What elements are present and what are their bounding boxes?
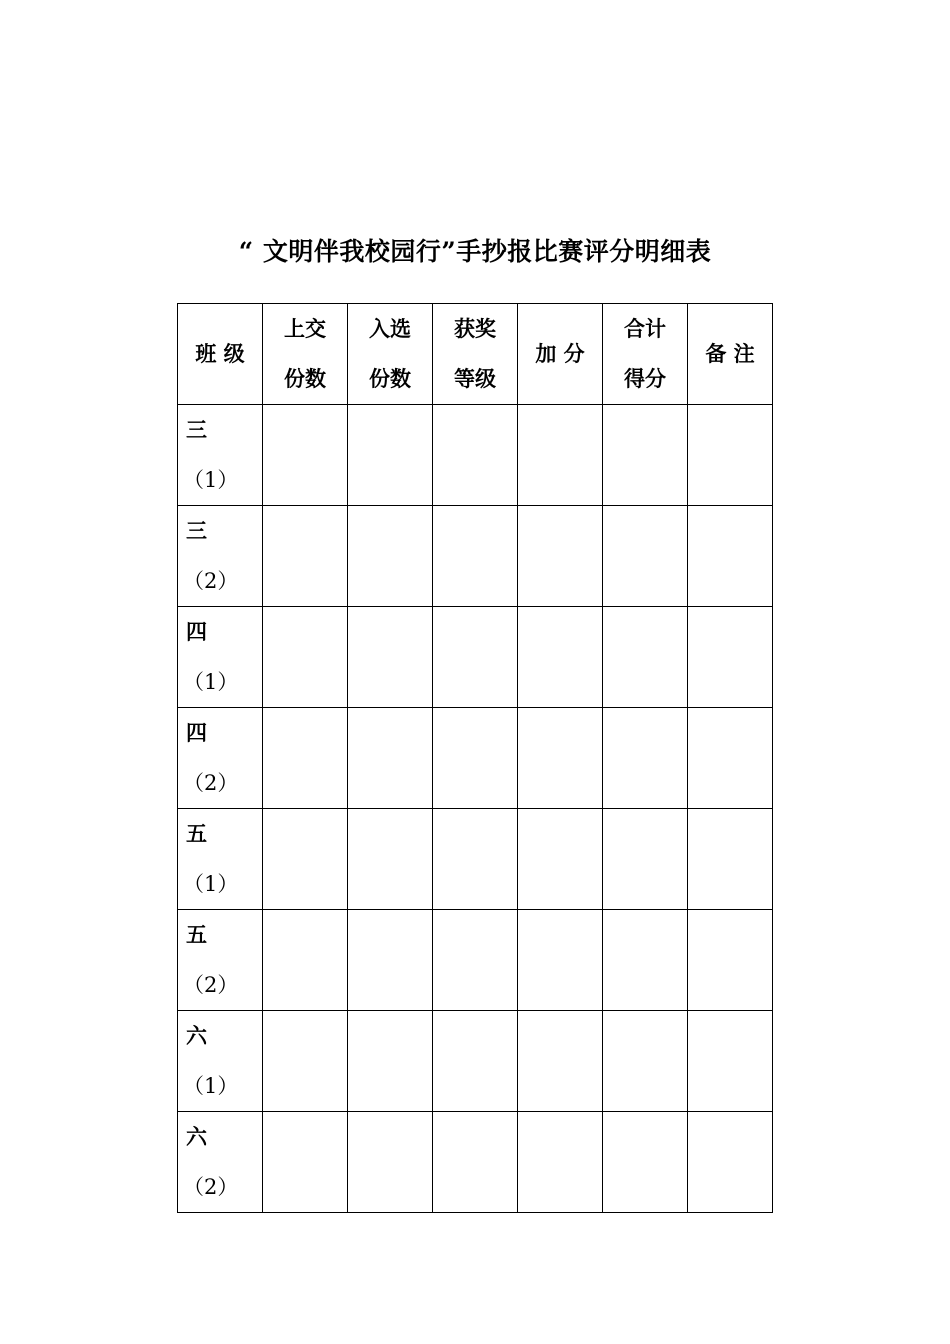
header-award-level [433, 304, 518, 405]
bonus-cell[interactable] [518, 708, 603, 809]
total-cell[interactable] [603, 506, 688, 607]
scoring-table [177, 303, 773, 1213]
header-selected-line2: 份数 [369, 366, 411, 391]
bonus-cell[interactable] [518, 910, 603, 1011]
submitted-cell[interactable] [263, 1112, 348, 1213]
submitted-cell[interactable] [263, 405, 348, 506]
remarks-cell[interactable] [688, 1011, 773, 1112]
award-cell[interactable] [433, 910, 518, 1011]
class-number: （2） [183, 1175, 239, 1199]
header-bonus [518, 304, 603, 405]
class-number: （1） [183, 468, 239, 492]
header-row [178, 304, 773, 405]
class-grade: 三 [186, 518, 207, 543]
header-award-line2: 等级 [454, 366, 496, 391]
bonus-cell[interactable] [518, 1011, 603, 1112]
table-row [178, 1011, 773, 1112]
table-row [178, 809, 773, 910]
total-cell[interactable] [603, 809, 688, 910]
class-grade: 四 [186, 619, 207, 644]
table-row [178, 506, 773, 607]
total-cell[interactable] [603, 405, 688, 506]
class-cell [178, 1112, 263, 1213]
class-grade: 五 [186, 922, 207, 947]
class-cell [178, 809, 263, 910]
submitted-cell[interactable] [263, 910, 348, 1011]
award-cell[interactable] [433, 506, 518, 607]
bonus-cell[interactable] [518, 1112, 603, 1213]
class-cell [178, 607, 263, 708]
header-class [178, 304, 263, 405]
table-row [178, 910, 773, 1011]
header-remarks-label: 备 注 [705, 341, 755, 366]
class-number: （1） [183, 1074, 239, 1098]
total-cell[interactable] [603, 910, 688, 1011]
bonus-cell[interactable] [518, 607, 603, 708]
header-remarks [688, 304, 773, 405]
bonus-cell[interactable] [518, 405, 603, 506]
header-bonus-label: 加 分 [535, 341, 585, 366]
total-cell[interactable] [603, 1112, 688, 1213]
class-grade: 三 [186, 417, 207, 442]
award-cell[interactable] [433, 1112, 518, 1213]
table-row [178, 607, 773, 708]
submitted-cell[interactable] [263, 1011, 348, 1112]
class-number: （2） [183, 569, 239, 593]
remarks-cell[interactable] [688, 506, 773, 607]
class-cell [178, 910, 263, 1011]
header-award-line1: 获奖 [454, 316, 496, 341]
award-cell[interactable] [433, 809, 518, 910]
award-cell[interactable] [433, 405, 518, 506]
bonus-cell[interactable] [518, 506, 603, 607]
submitted-cell[interactable] [263, 607, 348, 708]
remarks-cell[interactable] [688, 809, 773, 910]
table-row [178, 405, 773, 506]
class-cell [178, 506, 263, 607]
selected-cell[interactable] [348, 1112, 433, 1213]
award-cell[interactable] [433, 607, 518, 708]
selected-cell[interactable] [348, 1011, 433, 1112]
class-grade: 四 [186, 720, 207, 745]
award-cell[interactable] [433, 1011, 518, 1112]
class-grade: 六 [186, 1124, 207, 1149]
table-row [178, 1112, 773, 1213]
remarks-cell[interactable] [688, 910, 773, 1011]
table-row [178, 708, 773, 809]
class-number: （1） [183, 872, 239, 896]
remarks-cell[interactable] [688, 405, 773, 506]
header-total-line2: 得分 [624, 366, 666, 391]
submitted-cell[interactable] [263, 506, 348, 607]
header-submitted-count [263, 304, 348, 405]
selected-cell[interactable] [348, 809, 433, 910]
selected-cell[interactable] [348, 405, 433, 506]
award-cell[interactable] [433, 708, 518, 809]
remarks-cell[interactable] [688, 607, 773, 708]
header-class-label: 班 级 [195, 341, 245, 366]
bonus-cell[interactable] [518, 809, 603, 910]
class-number: （1） [183, 670, 239, 694]
header-selected-line1: 入选 [369, 316, 411, 341]
class-number: （2） [183, 973, 239, 997]
submitted-cell[interactable] [263, 809, 348, 910]
total-cell[interactable] [603, 1011, 688, 1112]
header-submitted-line2: 份数 [284, 366, 326, 391]
class-grade: 六 [186, 1023, 207, 1048]
remarks-cell[interactable] [688, 1112, 773, 1213]
document-title: “ 文明伴我校园行”手抄报比赛评分明细表 [238, 237, 712, 266]
class-number: （2） [183, 771, 239, 795]
selected-cell[interactable] [348, 708, 433, 809]
header-total-score [603, 304, 688, 405]
submitted-cell[interactable] [263, 708, 348, 809]
header-selected-count [348, 304, 433, 405]
selected-cell[interactable] [348, 910, 433, 1011]
selected-cell[interactable] [348, 506, 433, 607]
selected-cell[interactable] [348, 607, 433, 708]
class-cell [178, 708, 263, 809]
class-cell [178, 405, 263, 506]
class-grade: 五 [186, 821, 207, 846]
total-cell[interactable] [603, 708, 688, 809]
total-cell[interactable] [603, 607, 688, 708]
remarks-cell[interactable] [688, 708, 773, 809]
header-submitted-line1: 上交 [284, 316, 326, 341]
header-total-line1: 合计 [624, 316, 666, 341]
class-cell [178, 1011, 263, 1112]
